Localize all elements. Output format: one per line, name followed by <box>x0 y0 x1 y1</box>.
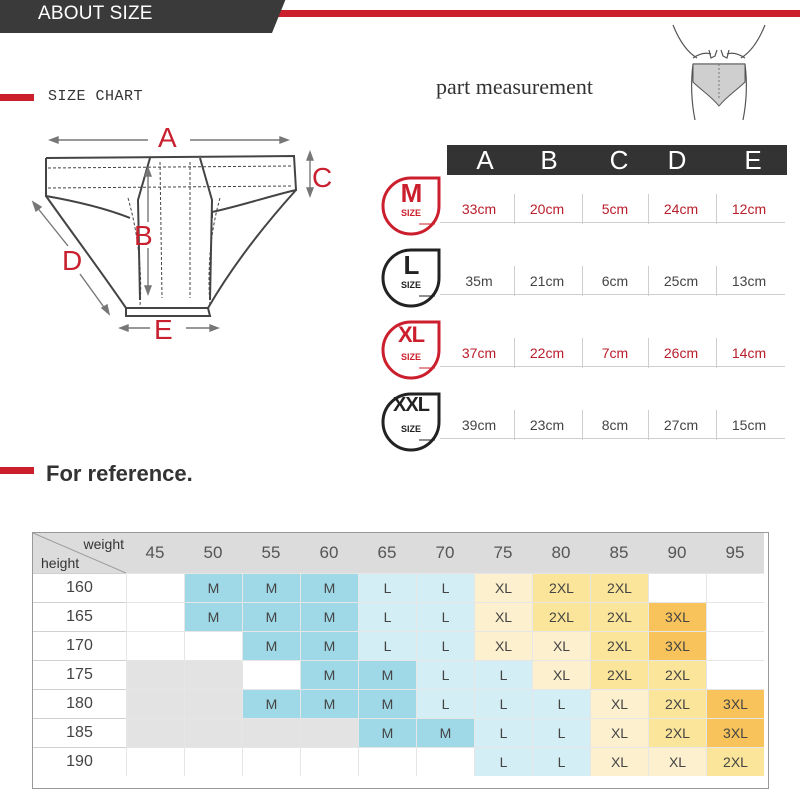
part-measurement-label: part measurement <box>436 74 593 99</box>
grid-size-cell: 2XL <box>532 602 590 631</box>
grid-size-cell: L <box>416 573 474 602</box>
size-chart-label: SIZE CHART <box>48 88 144 105</box>
grid-size-cell <box>416 747 474 776</box>
grid-weight-header: 65 <box>358 533 416 573</box>
grid-size-cell: L <box>416 689 474 718</box>
grid-size-cell: M <box>242 631 300 660</box>
grid-size-cell: M <box>300 602 358 631</box>
diagram-letter-d: D <box>62 245 83 276</box>
size-reference-grid <box>32 532 769 789</box>
grid-size-cell <box>126 660 184 689</box>
grid-size-cell: 2XL <box>532 573 590 602</box>
diagram-letter-e: E <box>154 314 173 345</box>
grid-size-cell <box>706 631 764 660</box>
size-badge-sub: SIZE <box>400 280 421 290</box>
grid-corner-cell <box>33 533 126 573</box>
grid-size-cell: M <box>184 573 242 602</box>
grid-height-label: 185 <box>33 718 126 747</box>
grid-size-cell: M <box>358 718 416 747</box>
measurement-value: 24cm <box>663 201 699 217</box>
grid-size-cell <box>706 660 764 689</box>
grid-size-cell: 2XL <box>590 660 648 689</box>
grid-size-cell: XL <box>532 631 590 660</box>
grid-size-cell: 3XL <box>648 631 706 660</box>
grid-size-cell: XL <box>474 602 532 631</box>
size-badge-sub: SIZE <box>400 424 421 434</box>
grid-size-cell: 2XL <box>590 631 648 660</box>
grid-size-cell: XL <box>532 660 590 689</box>
grid-height-label: 165 <box>33 602 126 631</box>
grid-weight-header: 55 <box>242 533 300 573</box>
grid-height-label: 190 <box>33 747 126 776</box>
grid-size-cell: M <box>242 689 300 718</box>
grid-size-cell: M <box>300 660 358 689</box>
measurement-value: 27cm <box>663 417 699 433</box>
grid-size-cell: XL <box>590 747 648 776</box>
measurement-value: 26cm <box>663 345 699 361</box>
grid-size-cell <box>126 602 184 631</box>
grid-size-cell: XL <box>474 573 532 602</box>
grid-size-cell <box>242 718 300 747</box>
diagram-letter-a: A <box>158 122 177 153</box>
grid-size-cell <box>242 747 300 776</box>
size-badge-label: L <box>403 250 419 280</box>
grid-size-cell: L <box>416 631 474 660</box>
measurement-value: 14cm <box>731 345 767 361</box>
measurement-col-a: A <box>476 145 494 175</box>
grid-size-cell: L <box>358 573 416 602</box>
grid-size-cell: 2XL <box>648 689 706 718</box>
grid-size-cell: L <box>474 660 532 689</box>
grid-size-cell: L <box>416 602 474 631</box>
grid-size-cell: M <box>300 631 358 660</box>
grid-height-label: 170 <box>33 631 126 660</box>
grid-size-cell <box>358 747 416 776</box>
grid-size-cell: L <box>532 689 590 718</box>
measurement-value: 15cm <box>731 417 767 433</box>
reference-label: For reference. <box>46 461 193 486</box>
grid-weight-header: 60 <box>300 533 358 573</box>
grid-size-cell <box>242 660 300 689</box>
grid-size-cell: L <box>416 660 474 689</box>
size-badge-sub: SIZE <box>400 352 421 362</box>
grid-size-cell: L <box>532 718 590 747</box>
grid-size-cell <box>184 747 242 776</box>
measurement-value: 39cm <box>461 417 497 433</box>
measurement-value: 5cm <box>601 201 629 217</box>
grid-size-cell: XL <box>590 689 648 718</box>
grid-weight-header: 70 <box>416 533 474 573</box>
measurement-col-c: C <box>609 145 629 175</box>
size-badge-sub: SIZE <box>400 208 421 218</box>
grid-height-label: 160 <box>33 573 126 602</box>
grid-weight-header: 90 <box>648 533 706 573</box>
measurement-value: 23cm <box>529 417 565 433</box>
size-badge-label: M <box>400 178 422 208</box>
grid-size-cell: M <box>358 689 416 718</box>
grid-size-cell: M <box>242 602 300 631</box>
size-chart-bar <box>0 94 34 101</box>
page-title: ABOUT SIZE <box>38 3 153 24</box>
grid-size-cell <box>648 573 706 602</box>
grid-size-cell: 2XL <box>648 718 706 747</box>
grid-size-cell: XL <box>648 747 706 776</box>
measurement-value: 13cm <box>731 273 767 289</box>
grid-size-cell: 3XL <box>706 718 764 747</box>
model-figure-illustration <box>665 20 775 125</box>
size-badge-label: XXL <box>393 394 429 416</box>
grid-size-cell: L <box>358 602 416 631</box>
grid-weight-header: 85 <box>590 533 648 573</box>
measurement-col-b: B <box>540 145 558 175</box>
measurement-value: 37cm <box>461 345 497 361</box>
measurement-col-d: D <box>667 145 687 175</box>
measurement-value: 21cm <box>529 273 565 289</box>
measurement-value: 35m <box>465 273 493 289</box>
measurement-value: 33cm <box>461 201 497 217</box>
measurement-value: 22cm <box>529 345 565 361</box>
grid-size-cell: M <box>242 573 300 602</box>
grid-size-cell <box>126 689 184 718</box>
diagram-letter-b: B <box>134 220 153 251</box>
grid-size-cell: M <box>416 718 474 747</box>
grid-size-cell <box>126 631 184 660</box>
grid-size-cell <box>300 747 358 776</box>
grid-size-cell: XL <box>590 718 648 747</box>
grid-size-cell: M <box>300 689 358 718</box>
diagram-letter-c: C <box>312 162 333 193</box>
measurement-value: 20cm <box>529 201 565 217</box>
reference-bar <box>0 467 34 474</box>
grid-size-cell: M <box>358 660 416 689</box>
grid-size-cell <box>300 718 358 747</box>
grid-weight-header: 75 <box>474 533 532 573</box>
measurement-value: 8cm <box>601 417 629 433</box>
corner-weight-label: weight <box>83 536 124 552</box>
grid-height-label: 180 <box>33 689 126 718</box>
grid-size-cell: L <box>474 747 532 776</box>
grid-size-cell <box>126 747 184 776</box>
measurement-value: 7cm <box>601 345 629 361</box>
grid-size-cell <box>706 602 764 631</box>
grid-size-cell: 3XL <box>706 689 764 718</box>
grid-size-cell: L <box>474 689 532 718</box>
measurement-value: 25cm <box>663 273 699 289</box>
grid-height-label: 175 <box>33 660 126 689</box>
grid-size-cell: 2XL <box>590 602 648 631</box>
grid-size-cell <box>184 689 242 718</box>
grid-size-cell <box>126 573 184 602</box>
size-badge-label: XL <box>397 322 425 347</box>
grid-weight-header: 95 <box>706 533 764 573</box>
measurement-col-e: E <box>744 145 762 175</box>
grid-size-cell: 2XL <box>706 747 764 776</box>
grid-weight-header: 45 <box>126 533 184 573</box>
measurement-value: 6cm <box>601 273 629 289</box>
grid-weight-header: 80 <box>532 533 590 573</box>
grid-size-cell: 2XL <box>648 660 706 689</box>
grid-size-cell: M <box>300 573 358 602</box>
grid-size-cell <box>184 631 242 660</box>
corner-height-label: height <box>41 555 80 571</box>
grid-size-cell <box>126 718 184 747</box>
grid-size-cell: 2XL <box>590 573 648 602</box>
grid-size-cell: M <box>184 602 242 631</box>
grid-size-cell: L <box>474 718 532 747</box>
grid-size-cell: L <box>532 747 590 776</box>
grid-size-cell <box>706 573 764 602</box>
brief-diagram <box>30 110 340 350</box>
grid-weight-header: 50 <box>184 533 242 573</box>
grid-size-cell <box>184 718 242 747</box>
measurement-value: 12cm <box>731 201 767 217</box>
grid-size-cell: 3XL <box>648 602 706 631</box>
grid-size-cell <box>184 660 242 689</box>
grid-size-cell: XL <box>474 631 532 660</box>
grid-size-cell: L <box>358 631 416 660</box>
